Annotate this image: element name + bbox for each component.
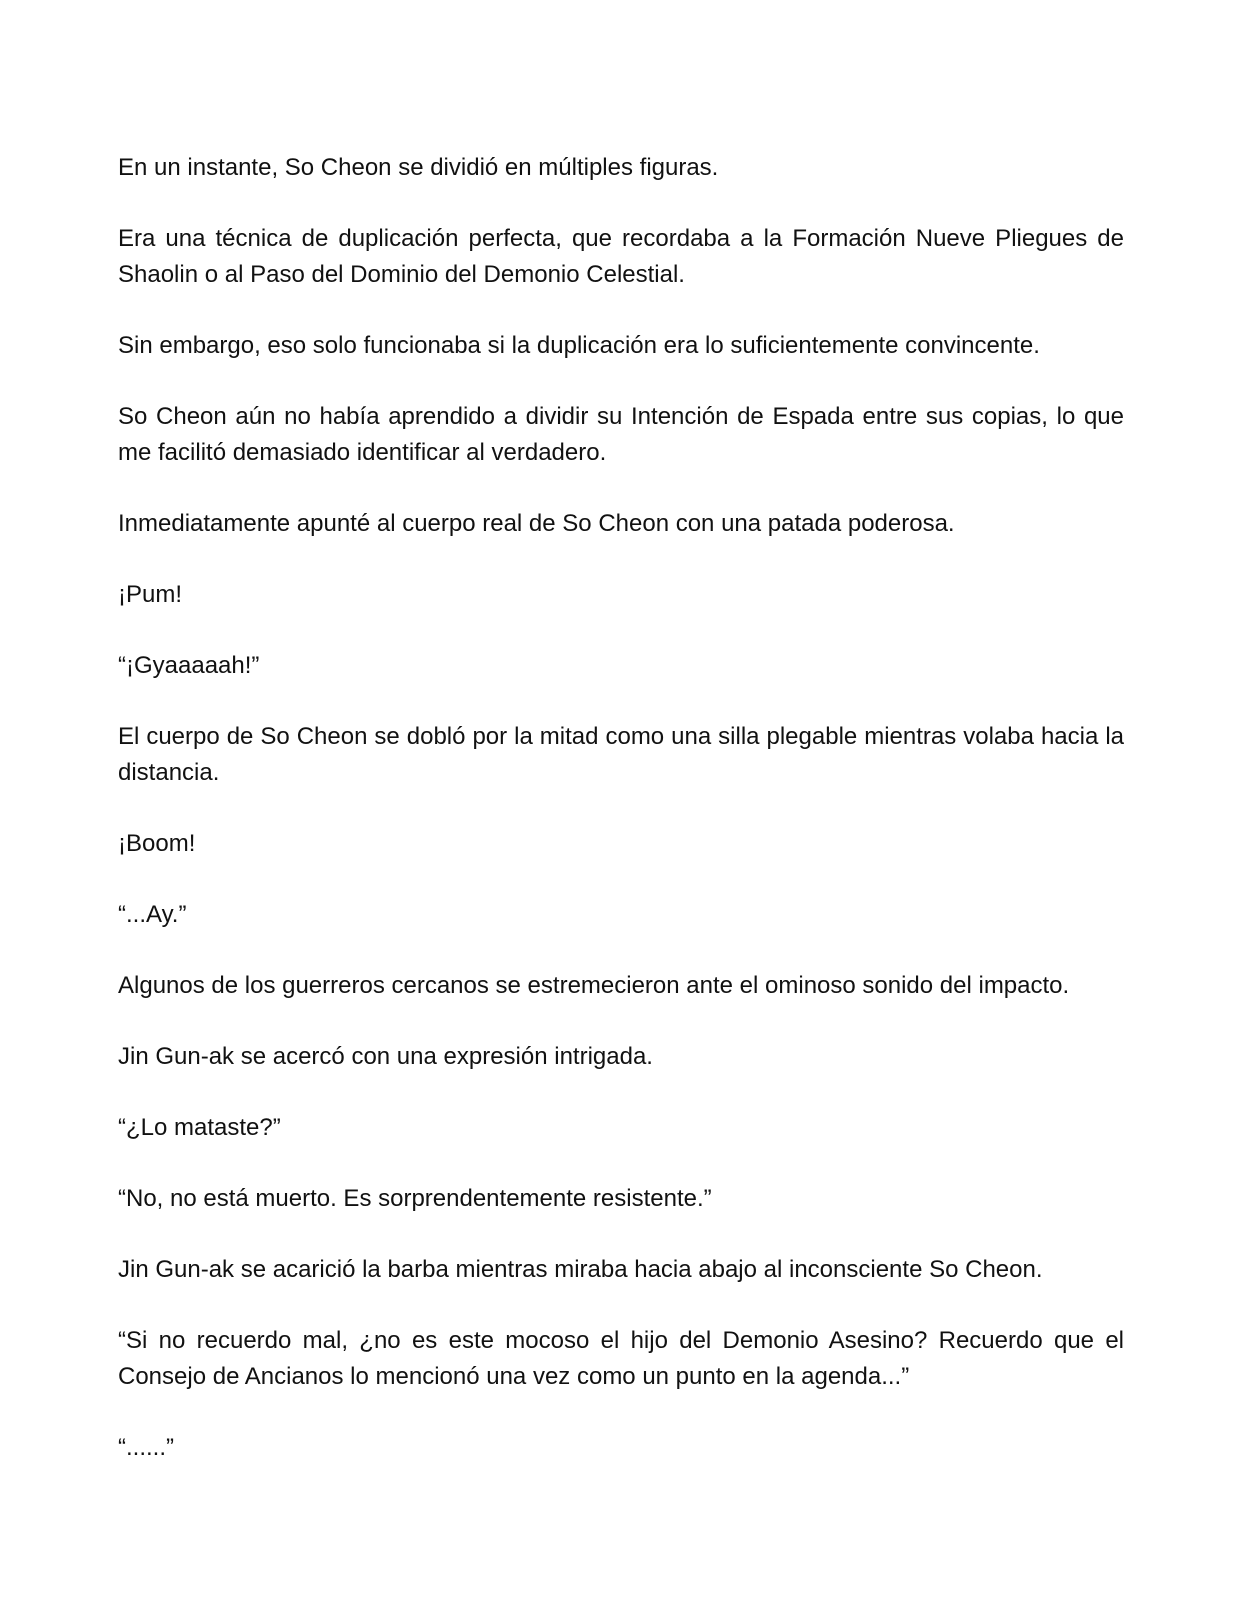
paragraph-8: El cuerpo de So Cheon se dobló por la mitad como una silla plegable mientras volaba hacia la distancia.: [118, 723, 1124, 786]
paragraph-15: Jin Gun-ak se acarició la barba mientras miraba hacia abajo al inconsciente So Cheon.: [118, 1256, 1043, 1283]
paragraph-3: Sin embargo, eso solo funcionaba si la duplicación era lo suficientemente convincente.: [118, 332, 1040, 359]
paragraph-5: Inmediatamente apunté al cuerpo real de So Cheon con una patada poderosa.: [118, 510, 955, 537]
paragraph-13: “¿Lo mataste?”: [118, 1114, 281, 1141]
paragraph-17: “......”: [118, 1434, 174, 1461]
paragraph-9: ¡Boom!: [118, 830, 196, 857]
paragraph-11: Algunos de los guerreros cercanos se estremecieron ante el ominoso sonido del impacto.: [118, 972, 1070, 999]
paragraph-4: So Cheon aún no había aprendido a dividir su Intención de Espada entre sus copias, lo que me facilitó demasiado identificar al verdadero.: [118, 403, 1124, 466]
paragraph-14: “No, no está muerto. Es sorprendentemente resistente.”: [118, 1185, 712, 1212]
paragraph-2: Era una técnica de duplicación perfecta, que recordaba a la Formación Nueve Pliegues de Shaolin o al Paso del Dominio del Demonio Celestial.: [118, 225, 1124, 288]
paragraph-12: Jin Gun-ak se acercó con una expresión intrigada.: [118, 1043, 653, 1070]
paragraph-1: En un instante, So Cheon se dividió en múltiples figuras.: [118, 154, 719, 181]
paragraph-6: ¡Pum!: [118, 581, 183, 608]
document-body: [118, 150, 1124, 1501]
paragraph-10: “...Ay.”: [118, 901, 187, 928]
paragraph-16: “Si no recuerdo mal, ¿no es este mocoso el hijo del Demonio Asesino? Recuerdo que el Consejo de Ancianos lo mencionó una vez como un punto en la agenda...”: [118, 1327, 1124, 1390]
paragraph-7: “¡Gyaaaaah!”: [118, 652, 260, 679]
